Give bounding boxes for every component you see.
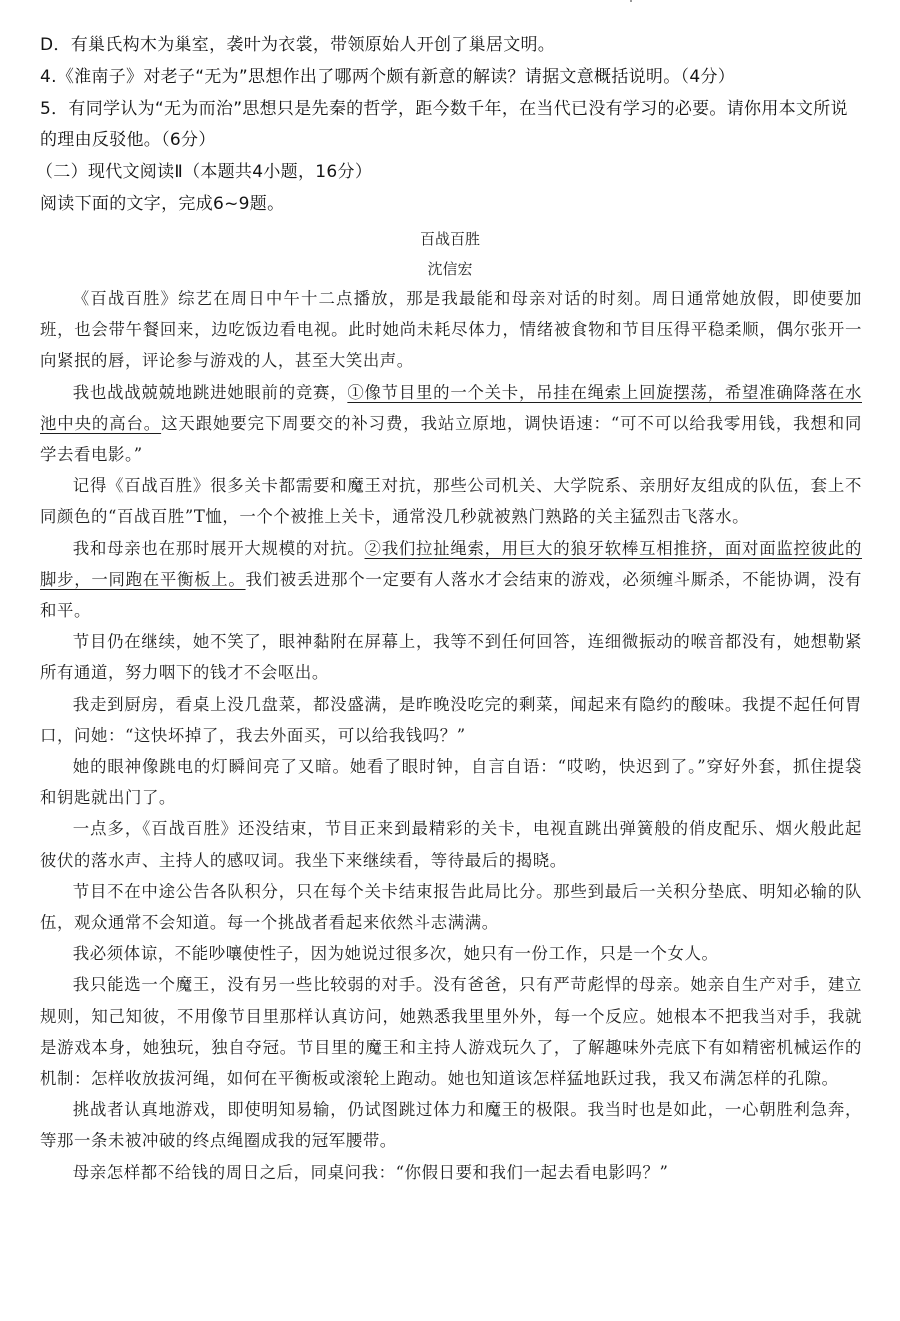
paragraph-6: 我走到厨房，看桌上没几盘菜，都没盛满，是昨晚没吃完的剩菜，闻起来有隐约的酸味。我提不起任何胃口，问她：“这快坏掉了，我去外面买，可以给我钱吗？” (40, 694, 862, 745)
paragraph-9: 节目不在中途公告各队积分，只在每个关卡结束报告此局比分。那些到最后一关积分垫底、明知必输的队伍，观众通常不会知道。每一个挑战者看起来依然斗志满满。 (40, 881, 862, 933)
scan-speck (630, 0, 632, 2)
article-body (40, 283, 862, 1188)
paragraph-8: 一点多，《百战百胜》还没结束，节目正来到最精彩的关卡，电视直跳出弹簧般的俏皮配乐、烟火般此起彼伏的落水声、主持人的感叹词。我坐下来继续看，等待最后的揭晓。 (40, 819, 862, 870)
paragraph-2-rest: 这天跟她要完下周要交的补习费，我站立原地，调快语速：“可不可以给我零用钱，我想和同学去看电影。” (40, 413, 862, 465)
question-5: 5．有同学认为“无为而治”思想只是先秦的哲学，距今数千年，在当代已没有学习的必要。请你用本文所说的理由反驳他。（6分） (40, 99, 848, 150)
paragraph-5: 节目仍在继续，她不笑了，眼神黏附在屏幕上，我等不到任何回答，连细微振动的喉音都没有，她想勒紧所有通道，努力咽下的钱才不会呕出。 (40, 632, 862, 683)
article-title: 百战百胜 (419, 230, 480, 248)
paragraph-2 (40, 377, 862, 471)
paragraph-13: 母亲怎样都不给钱的周日之后，同桌问我：“你假日要和我们一起去看电影吗？” (72, 1162, 669, 1182)
underlined-sentence-1: ①像节目里的一个关卡，吊挂在绳索上回旋摆荡，希望准确降落在水池中央的高台。 (40, 382, 862, 433)
paragraph-7: 她的眼神像跳电的灯瞬间亮了又暗。她看了眼时钟，自言自语：“哎哟，快迟到了。”穿好外套，抓住提袋和钥匙就出门了。 (40, 757, 862, 808)
paragraph-4 (40, 533, 862, 627)
paragraph-3: 记得《百战百胜》很多关卡都需要和魔王对抗，那些公司机关、大学院系、亲朋好友组成的队伍，套上不同颜色的“百战百胜”T恤，一个个被推上关卡，通常没几秒就被熟门熟路的关主猛烈击飞落水。 (40, 476, 862, 527)
question-4: 4.《淮南子》对老子“无为”思想作出了哪两个颇有新意的解读？请据文意概括说明。（4分） (40, 67, 736, 87)
section-heading: （二）现代文阅读Ⅱ（本题共4小题，16分） (36, 162, 373, 182)
paragraph-10: 我必须体谅，不能吵嚷使性子，因为她说过很多次，她只有一份工作，只是一个女人。 (72, 944, 719, 964)
option-d: D．有巢氏构木为巢室，袭叶为衣裳，带领原始人开创了巢居文明。 (40, 35, 556, 55)
paragraph-4-lead: 我和母亲也在那时展开大规模的对抗。 (72, 538, 365, 558)
paragraph-4-rest: 我们被丢进那个一定要有人落水才会结束的游戏，必须缠斗厮杀，不能协调，没有和平。 (40, 569, 862, 621)
paragraph-1: 《百战百胜》综艺在周日中午十二点播放，那是我最能和母亲对话的时刻。周日通常她放假，即使要加班，也会带午餐回来，边吃饭边看电视。此时她尚未耗尽体力，情绪被食物和节目压得平稳柔顺，偶尔张开一向紧抿的唇，评论参与游戏的人，甚至大笑出声。 (40, 289, 862, 371)
paragraph-12: 挑战者认真地游戏，即使明知易输，仍试图跳过体力和魔王的极限。我当时也是如此，一心朝胜利急奔，等那一条未被冲破的终点绳圈成我的冠军腰带。 (40, 1100, 862, 1151)
paragraph-2-lead: 我也战战兢兢地跳进她眼前的竞赛， (72, 382, 348, 402)
article-author: 沈信宏 (427, 260, 473, 278)
paragraph-11: 我只能选一个魔王，没有另一些比较弱的对手。没有爸爸，只有严苛彪悍的母亲。她亲自生产对手，建立规则，知己知彼，不用像节目里那样认真访问，她熟悉我里里外外，每一个反应。她根本不把我当对手，我就是游戏本身，她独玩，独自夺冠。节目里的魔王和主持人游戏玩久了，了解趣味外壳底下有如精密机械运作的机制：怎样收放拔河绳，如何在平衡板或滚轮上跑动。她也知道该怎样猛地跃过我，我又布满怎样的孔隙。 (40, 975, 862, 1089)
reading-instruction: 阅读下面的文字，完成6~9题。 (40, 194, 285, 214)
underlined-sentence-2: ②我们拉扯绳索，用巨大的狼牙软棒互相推挤，面对面监控彼此的脚步，一同跑在平衡板上。 (40, 538, 863, 589)
